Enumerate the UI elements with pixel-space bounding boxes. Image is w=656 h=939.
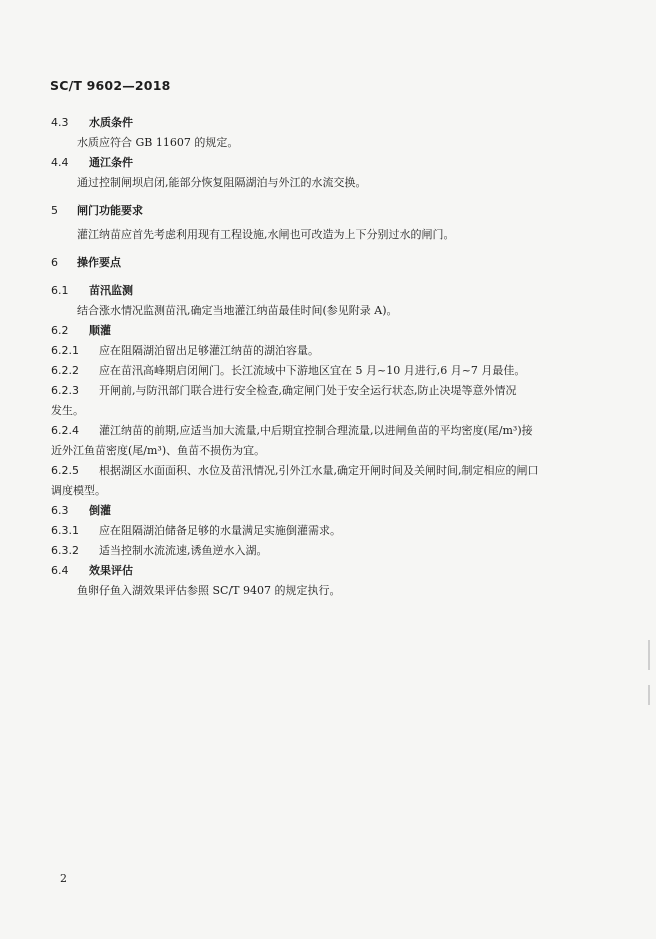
section-4-3-heading <box>51 113 597 133</box>
clause-6-2-4 <box>51 421 597 441</box>
clause-6-2-4-continued: 近外江鱼苗密度(尾/m³)、鱼苗不损伤为宜。 <box>51 444 266 457</box>
clause-6-3-1 <box>51 521 597 541</box>
section-title: 通江条件 <box>89 156 133 169</box>
clause-6-2-3-continued: 发生。 <box>51 404 84 417</box>
section-4-4-text: 通过控制闸坝启闭,能部分恢复阻隔湖泊与外江的水流交换。 <box>77 176 367 189</box>
clause-text: 应在阻隔湖泊储备足够的水量满足实施倒灌需求。 <box>99 524 341 537</box>
clause-text: 根据湖区水面面积、水位及苗汛情况,引外江水量,确定开闸时间及关闸时间,制定相应的闸口 <box>99 464 539 477</box>
clause-number: 6.3.2 <box>51 544 79 557</box>
clause-text: 开闸前,与防汛部门联合进行安全检查,确定闸门处于安全运行状态,防止决堤等意外情况 <box>99 384 517 397</box>
section-number: 6.4 <box>51 564 69 577</box>
clause-6-2-5-continued: 调度模型。 <box>51 484 106 497</box>
clause-text: 适当控制水流流速,诱鱼逆水入湖。 <box>99 544 268 557</box>
scan-edge-mark <box>648 685 650 705</box>
clause-number: 6.3.1 <box>51 524 79 537</box>
section-number: 5 <box>51 204 58 217</box>
section-title: 倒灌 <box>89 504 111 517</box>
page-number: 2 <box>60 872 67 885</box>
clause-6-2-2 <box>51 361 597 381</box>
clause-number: 6.2.5 <box>51 464 79 477</box>
section-number: 4.3 <box>51 116 69 129</box>
section-title: 苗汛监测 <box>89 284 133 297</box>
clause-6-2-5 <box>51 461 597 481</box>
document-body <box>51 113 597 601</box>
section-number: 6.1 <box>51 284 69 297</box>
clause-text: 应在苗汛高峰期启闭闸门。长江流域中下游地区宜在 5 月~10 月进行,6 月~7 月最佳。 <box>99 364 526 377</box>
clause-number: 6.2.1 <box>51 344 79 357</box>
clause-number: 6.2.3 <box>51 384 79 397</box>
clause-6-3-2 <box>51 541 597 561</box>
section-title: 顺灌 <box>89 324 111 337</box>
section-5-heading <box>51 201 597 221</box>
clause-text: 应在阻隔湖泊留出足够灌江纳苗的湖泊容量。 <box>99 344 319 357</box>
clause-6-2-1 <box>51 341 597 361</box>
scan-edge-mark <box>648 640 650 670</box>
section-5-text: 灌江纳苗应首先考虑利用现有工程设施,水闸也可改造为上下分别过水的闸门。 <box>77 228 455 241</box>
section-6-4-heading <box>51 561 597 581</box>
section-4-4-heading <box>51 153 597 173</box>
section-number: 6 <box>51 256 58 269</box>
section-number: 6.2 <box>51 324 69 337</box>
section-title: 操作要点 <box>77 256 121 269</box>
clause-number: 6.2.4 <box>51 424 79 437</box>
section-6-4-text: 鱼卵仔鱼入湖效果评估参照 SC/T 9407 的规定执行。 <box>77 584 341 597</box>
section-number: 4.4 <box>51 156 69 169</box>
section-6-2-heading <box>51 321 597 341</box>
section-6-3-heading <box>51 501 597 521</box>
clause-6-2-3 <box>51 381 597 401</box>
section-title: 效果评估 <box>89 564 133 577</box>
section-6-heading <box>51 253 597 273</box>
section-6-1-heading <box>51 281 597 301</box>
section-4-3-text: 水质应符合 GB 11607 的规定。 <box>77 136 239 149</box>
clause-number: 6.2.2 <box>51 364 79 377</box>
standard-code-header: SC/T 9602—2018 <box>50 78 171 93</box>
clause-text: 灌江纳苗的前期,应适当加大流量,中后期宜控制合理流量,以进闸鱼苗的平均密度(尾/m³)接 <box>99 424 533 437</box>
section-6-1-text: 结合涨水情况监测苗汛,确定当地灌江纳苗最佳时间(参见附录 A)。 <box>77 304 398 317</box>
section-title: 水质条件 <box>89 116 133 129</box>
section-number: 6.3 <box>51 504 69 517</box>
section-title: 闸门功能要求 <box>77 204 143 217</box>
